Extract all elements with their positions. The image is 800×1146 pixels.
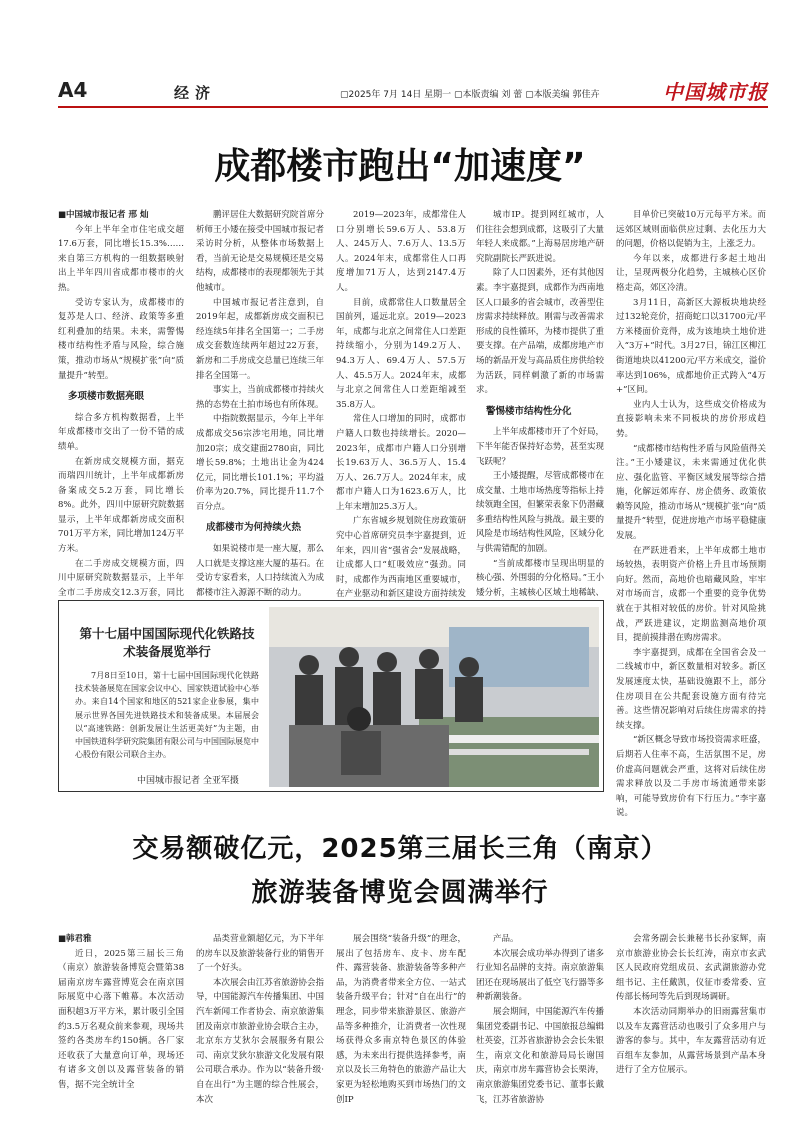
article2-col5 (616, 932, 766, 1140)
paragraph: 今年以来，成都进行多起土地出让，呈现两极分化趋势，主城核心区价格走高，郊区冷清。 (616, 253, 766, 293)
paragraph: 本次展会由江苏省旅游协会指导，中国能源汽车传播集团、中国汽车新闻工作者协会、南京旅游集团及南京市旅游业协会联合主办，北京东方艾狄尔会展服务有限公司、南京艾狄尔旅游文化发展有限公司联合承办。作为以“装备升级·自在出行”为主题的综合性展会，本次 (196, 977, 324, 1105)
paragraph: 中国城市报记者注意到，自2019年起，成都新房成交面积已经连续5年排名全国第一；二手房成交套数连续两年超过22万套，新房和二手房成交总量已连续三年排名全国第一。 (196, 297, 324, 381)
paragraph: “新区概念导致市场投资需求旺盛，后期若人住率不高，生活氛围不足，房价虚高问题就会严重，这将对后续住房需求释放以及二手房市场流通带来影响，可能导致房价有下行压力。”李宇嘉说。 (616, 735, 766, 819)
paragraph: “当前成都楼市呈现出明显的核心强、外围弱的分化格局。”王小矮分析，主城核心区域土地稀缺、 (476, 558, 604, 598)
byline: ■中国城市报记者 邢 灿 (58, 210, 149, 220)
paragraph: 2019—2023年，成都常住人口分别增长59.6万人、53.8万人、245万人、7.6万人、13.5万人。2024年末，成都常住人口再度增加71万人，达到2147.4万人。 (336, 210, 466, 293)
article1-col1 (58, 208, 184, 600)
article2-col4 (476, 932, 604, 1140)
headline-2-line1: 交易额破亿元，2025第三届长三角（南京） (132, 834, 668, 864)
paragraph: 综合多方机构数据看，上半年成都楼市交出了一份不错的成绩单。 (58, 412, 184, 452)
paragraph: 城市IP。提到网红城市，人们往往会想到成都，这吸引了大量年轻人来成都。”上海易居房地产研究院副院长严跃进说。 (476, 210, 604, 264)
headline-1: 成都楼市跑出“加速度” (214, 146, 586, 187)
page-header (58, 74, 768, 108)
paragraph: 王小矮提醒，尽管成都楼市在成交量、土地市场热度等指标上持续领跑全国，但繁荣表象下仍潜藏多重结构性风险与挑战。最主要的风险是市场结构性风险，区域分化与供需错配的加剧。 (476, 471, 604, 555)
paragraph: 本次展会成功举办得到了诸多行业知名品牌的支持。南京旅游集团还在现场展出了低空飞行器等多种新潮装备。 (476, 948, 604, 1003)
article1-col5 (616, 208, 766, 819)
photo-feature-box (58, 600, 604, 792)
headline-2-line2: 旅游装备博览会圆满举行 (251, 878, 549, 908)
newspaper-logo: 中国城市报 (663, 80, 768, 104)
issue-meta: ▢2025年 7月 14日 星期一 ▢本版责编 刘 蕾 ▢本版美编 郭佳卉 (340, 90, 600, 100)
article2-col1 (58, 932, 184, 1140)
paragraph: 目单价已突破10万元每平方米。而远郊区域则面临供应过剩、去化压力大的问题，价格以促销为主，上涨乏力。 (616, 210, 766, 250)
paragraph: 如果说楼市是一座大厦，那么人口就是支撑这座大厦的基石。在受访专家看来，人口持续流入为成都楼市注入源源不断的动力。 (196, 544, 324, 598)
article2-col2 (196, 932, 324, 1140)
paragraph: 产品。 (493, 934, 519, 944)
byline: ■韩君雅 (58, 934, 92, 944)
paragraph: 业内人士认为，这些成交价格成为直接影响未来不同板块的房价形成趋势。 (616, 399, 766, 439)
exhibition-photo (269, 607, 599, 787)
article1-col4 (476, 208, 604, 600)
page-number: A4 (58, 78, 88, 102)
paragraph: 在新房成交规模方面，据克而瑞四川统计，上半年成都新房备案成交5.2万套，同比增长8%。此外，四川中原研究院数据显示，上半年成都新房成交面积701万平方米，同比增加124万平方米。 (58, 456, 184, 555)
paragraph: 目前，成都常住人口数量居全国前列，遥远北京。2019—2023年，成都与北京之间常住人口差距持续缩小，分别为149.2万人、94.3万人、69.4万人、57.5万人、45.5万人。2024年末，成都与北京之间常住人口差距缩减至35.8万人。 (336, 297, 466, 410)
paragraph: 本次活动同期举办的旧雨露营集市以及车友露营活动也吸引了众多用户与游客的参与。其中，车友露营活动有近百组车友参加，从露营场景到产品本身进行了全方位展示。 (616, 1006, 766, 1076)
paragraph: 会常务副会长兼秘书长孙家辉，南京市旅游业协会长长红涛，南京市玄武区人民政府党组成员、玄武湖旅游办党组书记、主任戴凯，仪征市委常委、宣传部长杨珂等先后到现场调研。 (616, 934, 766, 1003)
paragraph: 展会期间，中国能源汽车传播集团党委副书记、中国旅报总编辑杜英姿，江苏省旅游协会会长朱银生，南京文化和旅游局局长谢国庆，南京市房车露营协会长栗涛，南京旅游集团党委书记、董事长戴飞，江苏省旅游协 (476, 1006, 604, 1105)
paragraph: 鹏评居住大数据研究院首席分析师王小矮在接受中国城市报记者采访时分析，从整体市场数据上看，当前无论是交易规模还是交易结构，成都楼市的表现都领先于其他城市。 (196, 210, 324, 293)
paragraph: 李宇嘉提到，成都在全国省会及一二线城市中，新区数量相对较多。新区发展速度太快，基础设施跟不上，部分住房项目在公共配套设施方面有待完善。这些情况影响对后续住房需求的持续支撑。 (616, 647, 766, 731)
paragraph: 受访专家认为，成都楼市的复苏是人口、经济、政策等多重红利叠加的结果。未来，需警惕楼市结构性矛盾与风险，综合施策，推动市场从“规模扩张”向“质量提升”转型。 (58, 297, 184, 381)
paragraph: 上半年成都楼市开了个好局，下半年能否保持好态势，甚至实现飞跃呢？ (476, 427, 604, 467)
section-name: 经济 (174, 84, 217, 102)
paragraph: “成都楼市结构性矛盾与风险值得关注。”王小矮建议，未来需通过优化供应、强化监管、平衡区域发展等综合措施，化解远郊库存、房企债务、政策依赖等风险，推动市场从“规模扩张”向“质量提升”转型，促进房地产市场平稳健康发展。 (616, 443, 766, 542)
article2-col3 (336, 932, 466, 1140)
paragraph: 3月11日，高新区大源板块地块经过132轮竞价，招商蛇口以31700元/平方米楼面价竞得，成为该地块土地价进入“3万+”时代。3月27日，锦江区柳江街道地块以41200元/平方米成交，溢价率达到106%，成都地价正式跨入“4万+”区间。 (616, 297, 766, 396)
paragraph: 除了人口因素外，还有其他因素。李宇嘉提到，成都作为西南地区人口最多的省会城市，改善型住房需求持续释放。刚需与改善需求形成的良性循环，为楼市提供了重要支撑。在产品端，成都房地产市场的新品开发与高品质住房供给较为活跃，同样刺激了新的市场需求。 (476, 268, 604, 396)
photo-credit: 中国城市报记者 全亚军摄 (137, 776, 239, 786)
paragraph: 广东省城乡规划院住房政策研究中心首席研究员李宇嘉提到，近年来，四川省“强省会”发展战略，让成都人口“虹吸效应”强劲。同时，成都作为西南地区重要城市，在产业驱动和新区建设方面持续发 (336, 516, 466, 600)
paragraph: 事实上，当前成都楼市持续火热的态势在土拍市场也有所体现。 (196, 385, 324, 410)
paragraph: 在严跃进看来，上半年成都土地市场较热，表明资产价格上升且市场预期向好。然而，高地价也暗藏风险，牢牢对市场而言，成都一个重要的竞争优势就在于其相对较低的房价。针对风险挑战，严跃进建议，定期监测高地价项目，提前摸排潜在购房需求。 (616, 545, 766, 644)
paragraph: 品类营业额超亿元，为下半年的房车以及旅游装备行业的销售开了一个好头。 (196, 934, 324, 974)
photo-caption: 7月8日至10日，第十七届中国国际现代化铁路技术装备展览在国家会议中心、国家铁道试验中心举办。来自14个国家和地区的521家企业参展，集中展示世界各国先进铁路技术和装备成果。本届展会以“高速铁路：创新发展让生活更美好”为主题，由中国铁道科学研究院集团有限公司与中国国际展览中心股份有限公司联合主办。 (75, 671, 259, 760)
photo-feature-title: 第十七届中国国际现代化铁路技术装备展览举行 (79, 626, 255, 659)
subheading: 多项楼市数据亮眼 (68, 391, 145, 403)
subheading: 警惕楼市结构性分化 (486, 405, 572, 417)
article1-col3 (336, 208, 466, 600)
paragraph: 展会围绕“装备升级”的理念，展出了包括房车、皮卡、房车配件、露营装备、旅游装备等多种产品，为消费者带来全方位、一站式装备升级平台；针对“自在出行”的理念，同步带来旅游景区、旅游产品等多种推介，让消费者一次性现场获得众多南京特色景区的体验感，为未来出行提供选择参考，南京以及长三角特色的旅游产品让大家更为轻松地购买到市场热门的文创IP (336, 934, 466, 1105)
paragraph: 常住人口增加的同时，成都市户籍人口数也持续增长。2020—2023年，成都市户籍人口分别增长19.63万人、36.5万人、15.4万人、26.7万人。2024年末，成都市户籍人口为1623.6万人，比上年末增加25.3万人。 (336, 414, 466, 512)
article1-col2 (196, 208, 324, 600)
paragraph: 近日，2025第三届长三角（南京）旅游装备博览会暨第38届南京房车露营博览会在南京国际展览中心落下帷幕。本次活动面积超3万平方米，累计吸引全国约3.5万名观众前来参观，现场共签约各类房车约150辆。各厂家还收获了大量意向订单，现场还有诸多文创以及露营装备的销售，据不完全统计全 (58, 948, 184, 1090)
paragraph: 中指院数据显示，今年上半年成都成交56宗涉宅用地，同比增加20宗；成交建面2780亩，同比增长59.8%；土地出让金为424亿元，同比增长101.1%；平均溢价率为20.7%，同比提升11.7个百分点。 (196, 414, 324, 512)
subheading: 成都楼市为何持续火热 (206, 522, 302, 534)
paragraph: 在二手房成交规模方面，四川中原研究院数据显示，上半年全市二手房成交12.3万套，同比 (58, 558, 184, 598)
paragraph: 今年上半年全市住宅成交超17.6万套，同比增长15.3%……来自第三方机构的一组数据映射出上半年四川省成都市楼市的火热。 (58, 224, 184, 293)
